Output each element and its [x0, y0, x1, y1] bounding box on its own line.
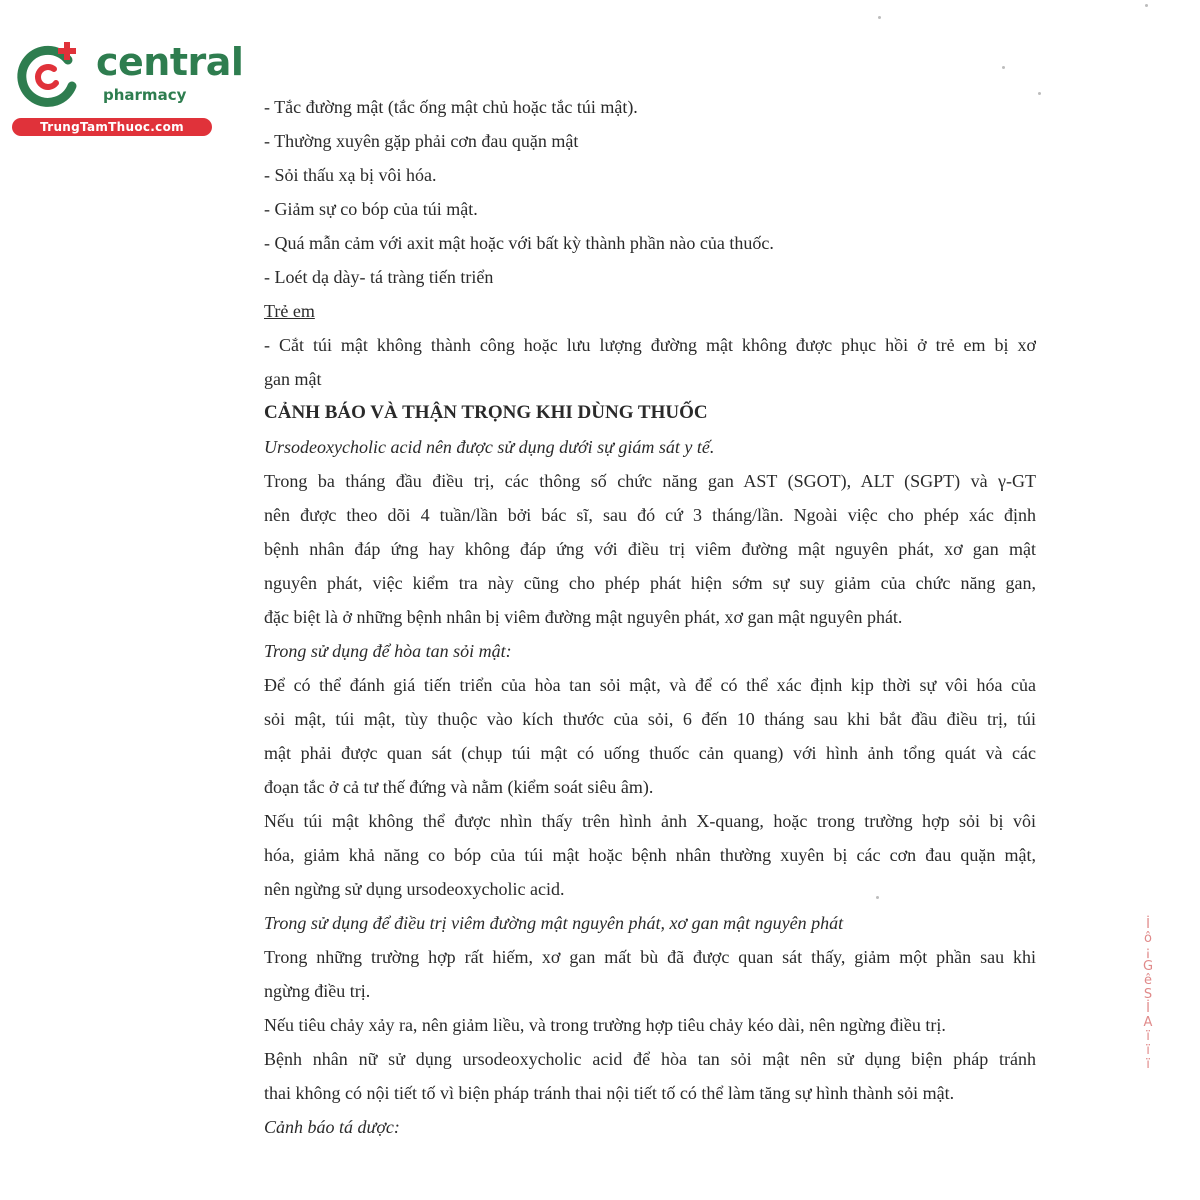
- contraindication-item: - Tắc đường mật (tắc ống mật chủ hoặc tắc túi mật).: [264, 97, 638, 117]
- gallstone-text: Để có thể đánh giá tiến triển của hòa tan sỏi mật, và để có thể xác định kịp thời sự vôi hóa của: [264, 675, 1036, 695]
- logo-c-cross-icon: [10, 38, 86, 114]
- monitoring-text: nguyên phát, việc kiểm tra này cũng cho phép phát hiện sớm sự suy giảm của chức năng gan,: [264, 573, 1036, 593]
- contraindication-item: - Quá mẫn cảm với axit mật hoặc với bất kỳ thành phần nào của thuốc.: [264, 233, 774, 253]
- contraindication-item: - Thường xuyên gặp phải cơn đau quặn mật: [264, 131, 579, 151]
- scan-speck: [1145, 4, 1148, 7]
- margin-mark: ¡: [1145, 945, 1151, 960]
- central-pharmacy-logo[interactable]: [10, 36, 244, 136]
- logo-brand: central: [96, 40, 244, 84]
- section-title: CẢNH BÁO VÀ THẬN TRỌNG KHI DÙNG THUỐC: [264, 402, 708, 423]
- logo-url-link[interactable]: TrungTamThuoc.com: [12, 118, 212, 136]
- children-text: gan mật: [264, 369, 322, 389]
- xray-text: hóa, giảm khả năng co bóp của túi mật hoặc bệnh nhân thường xuyên bị các cơn đau quặn mật,: [264, 845, 1036, 865]
- monitoring-text: Trong ba tháng đầu điều trị, các thông số chức năng gan AST (SGOT), ALT (SGPT) và γ-GT: [264, 471, 1036, 491]
- pbc-heading: Trong sử dụng để điều trị viêm đường mật nguyên phát, xơ gan mật nguyên phát: [264, 913, 844, 933]
- document-page: [264, 90, 1036, 1144]
- diarrhea-text: Nếu tiêu chảy xảy ra, nên giảm liều, và trong trường hợp tiêu chảy kéo dài, nên ngừng điều trị.: [264, 1015, 946, 1035]
- scan-speck: [1038, 92, 1041, 95]
- monitoring-text: đặc biệt là ở những bệnh nhân bị viêm đường mật nguyên phát, xơ gan mật nguyên phát.: [264, 607, 903, 627]
- monitoring-text: nên được theo dõi 4 tuần/lần bởi bác sĩ, sau đó cứ 3 tháng/lần. Ngoài việc cho phép xác định: [264, 505, 1036, 525]
- margin-mark: ô: [1144, 931, 1152, 946]
- xray-text: nên ngừng sử dụng ursodeoxycholic acid.: [264, 879, 565, 899]
- pbc-text: ngừng điều trị.: [264, 981, 371, 1001]
- xray-text: Nếu túi mật không thể được nhìn thấy trên hình ảnh X-quang, hoặc trong trường hợp sỏi bị vôi: [264, 811, 1036, 831]
- margin-mark: ï: [1146, 1057, 1150, 1072]
- scan-speck: [1002, 66, 1005, 69]
- margin-mark: A: [1143, 1015, 1153, 1030]
- scan-speck: [876, 896, 879, 899]
- gallstone-text: sỏi mật, túi mật, tùy thuộc vào kích thước của sỏi, 6 đến 10 tháng sau khi bắt đầu điều trị, túi: [264, 709, 1036, 729]
- gallstone-heading: Trong sử dụng để hòa tan sỏi mật:: [264, 641, 512, 661]
- children-heading: Trẻ em: [264, 301, 315, 321]
- margin-mark: S: [1143, 987, 1153, 1002]
- margin-mark: İ: [1146, 1001, 1150, 1016]
- margin-mark: ï: [1146, 1043, 1150, 1058]
- scan-speck: [878, 16, 881, 19]
- margin-stamp-marks: [1138, 918, 1158, 1072]
- margin-mark: İ: [1146, 917, 1150, 932]
- contraindication-item: - Sỏi thấu xạ bị vôi hóa.: [264, 165, 437, 185]
- children-text: - Cắt túi mật không thành công hoặc lưu lượng đường mật không được phục hồi ở trẻ em bị xơ: [264, 335, 1036, 355]
- gallstone-text: mật phải được quan sát (chụp túi mật có uống thuốc cản quang) với hình ảnh tổng quát và các: [264, 743, 1036, 763]
- supervision-note: Ursodeoxycholic acid nên được sử dụng dưới sự giám sát y tế.: [264, 437, 715, 457]
- excipient-heading: Cảnh báo tá dược:: [264, 1117, 400, 1137]
- logo-subtitle: pharmacy: [103, 86, 187, 104]
- margin-mark: G: [1142, 959, 1154, 974]
- contraindication-item: - Loét dạ dày- tá tràng tiến triển: [264, 267, 494, 287]
- monitoring-text: bệnh nhân đáp ứng hay không đáp ứng với điều trị viêm đường mật nguyên phát, xơ gan mật: [264, 539, 1036, 559]
- contraception-text: Bệnh nhân nữ sử dụng ursodeoxycholic acid để hòa tan sỏi mật nên sử dụng biện pháp tránh: [264, 1049, 1036, 1069]
- gallstone-text: đoạn tắc ở cả tư thế đứng và nằm (kiểm soát siêu âm).: [264, 777, 654, 797]
- contraception-text: thai không có nội tiết tố vì biện pháp tránh thai nội tiết tố có thể làm tăng sự hình thành sỏi mật.: [264, 1083, 955, 1103]
- margin-mark: ê: [1144, 973, 1152, 988]
- pbc-text: Trong những trường hợp rất hiếm, xơ gan mất bù đã được quan sát thấy, giảm một phần sau khi: [264, 947, 1036, 967]
- margin-mark: ï: [1146, 1029, 1150, 1044]
- contraindication-item: - Giảm sự co bóp của túi mật.: [264, 199, 478, 219]
